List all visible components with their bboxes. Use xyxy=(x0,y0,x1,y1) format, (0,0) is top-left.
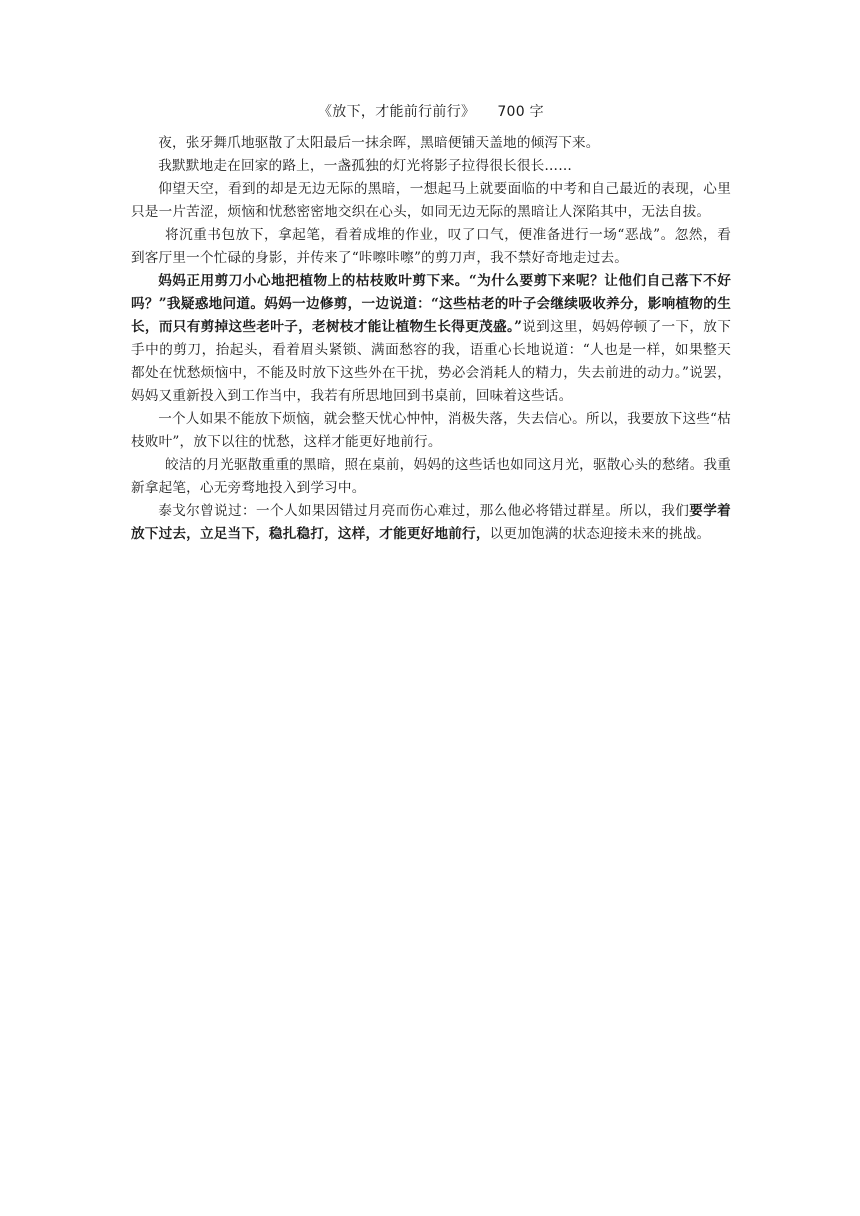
paragraph-8-bold: 要学着放下过去，立足当下，稳扎稳打，这样，才能更好地前行， xyxy=(131,503,731,542)
word-count: 700 字 xyxy=(497,104,544,120)
paragraph-8-start: 泰戈尔曾说过：一个人如果因错过月亮而伤心难过，那么他必将错过群星。所以，我们 xyxy=(158,503,690,519)
paragraph-8-end: 以更加饱满的状态迎接未来的挑战。 xyxy=(489,526,711,542)
paragraph-3: 仰望天空，看到的却是无边无际的黑暗，一想起马上就要面临的中考和自己最近的表现，心里只是一片苦涩，烦恼和忧愁密密地交织在心头，如同无边无际的黑暗让人深陷其中，无法自拔。 xyxy=(131,181,731,220)
paragraph-6: 一个人如果不能放下烦恼，就会整天忧心忡忡，消极失落，失去信心。所以，我要放下这些“枯枝败叶”，放下以往的忧愁，这样才能更好地前行。 xyxy=(131,411,731,450)
paragraph-5-bold: 妈妈正用剪刀小心地把植物上的枯枝败叶剪下来。“为什么要剪下来呢？让他们自己落下不好吗？”我疑惑地问道。妈妈一边修剪，一边说道：“这些枯老的叶子会继续吸收养分，影响植物的生长，而只有剪掉这些老叶子，老树枝才能让植物生长得更茂盛。” xyxy=(131,273,731,335)
document-page xyxy=(131,100,731,546)
paragraph-5 xyxy=(131,270,731,408)
paragraph-1: 夜，张牙舞爪地驱散了太阳最后一抹余晖，黑暗便铺天盖地的倾泻下来。 xyxy=(158,135,600,151)
paragraph-7: 皎洁的月光驱散重重的黑暗，照在桌前，妈妈的这些话也如同这月光，驱散心头的愁绪。我重新拿起笔，心无旁骛地投入到学习中。 xyxy=(131,457,731,496)
paragraph-5-normal: 说到这里，妈妈停顿了一下，放下手中的剪刀，抬起头，看着眉头紧锁、满面愁容的我，语重心长地说道：“人也是一样，如果整天都处在忧愁烦恼中，不能及时放下这些外在干扰，势必会消耗人的精力，失去前进的动力。”说罢，妈妈又重新投入到工作当中，我若有所思地回到书桌前，回味着这些话。 xyxy=(131,319,731,404)
paragraph-2: 我默默地走在回家的路上，一盏孤独的灯光将影子拉得很长很长…… xyxy=(158,158,572,174)
document-title-line xyxy=(131,100,731,124)
document-title: 《放下，才能前行前行》 xyxy=(318,104,476,120)
paragraph-4: 将沉重书包放下，拿起笔，看着成堆的作业，叹了口气，便准备进行一场“恶战”。忽然，看到客厅里一个忙碌的身影，并传来了“咔嚓咔嚓”的剪刀声，我不禁好奇地走过去。 xyxy=(131,227,731,266)
paragraph-8 xyxy=(131,500,731,546)
